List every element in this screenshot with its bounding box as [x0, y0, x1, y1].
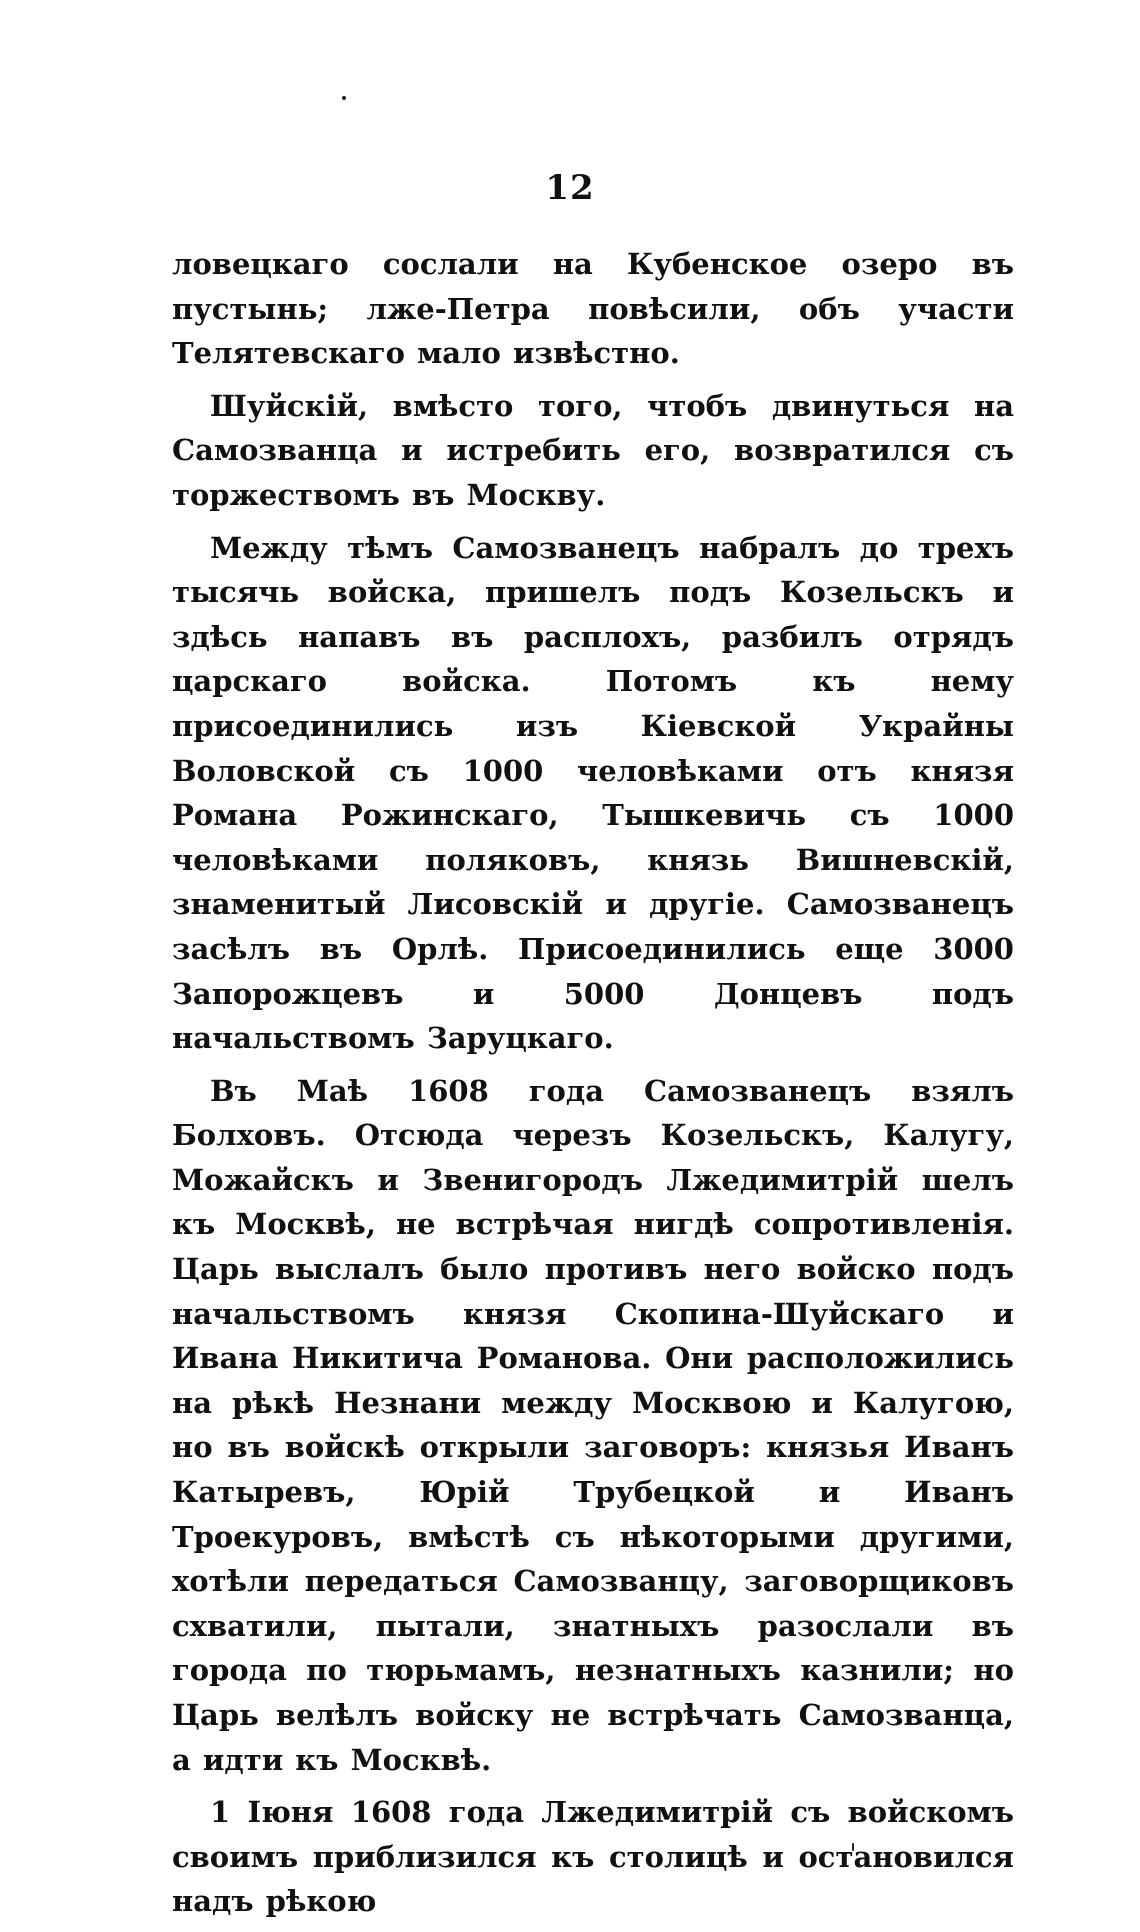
paragraph: Въ Маѣ 1608 года Самозванецъ взялъ Болховъ. Отсюда черезъ Козельскъ, Калугу, Можайскъ и Звенигородъ Лжедимитрій шелъ къ Москвѣ, не встрѣчая нигдѣ сопротивленія. Царь выслалъ было противъ него войско подъ начальствомъ князя Скопина-Шуйскаго и Ивана Никитича Романова. Они расположились на рѣкѣ Незнани между Москвою и Калугою, но въ войскѣ открыли заговоръ: князья Иванъ Катыревъ, Юрій Трубецкой и Иванъ Троекуровъ, вмѣстѣ съ нѣкоторыми другими, хотѣли передаться Самозванцу, заговорщиковъ схватили, пытали, знатныхъ разослали въ города по тюрьмамъ, незнатныхъ казнили; но Царь велѣлъ войску не встрѣчать Самозванца, а идти къ Москвѣ.: [172, 1073, 1014, 1777]
print-speck: [342, 96, 346, 100]
paragraph: ловецкаго сослали на Кубенское озеро въ пустынь; лже-Петра повѣсили, объ участи Телятевскаго мало извѣстно.: [172, 247, 1014, 371]
page-number: 12: [545, 168, 595, 208]
paragraph: 1 Іюня 1608 года Лжедимитрій съ войскомъ своимъ приблизился къ столицѣ и остановился надъ рѣкою: [172, 1795, 1014, 1919]
paragraph: Между тѣмъ Самозванецъ набралъ до трехъ тысячь войска, пришелъ подъ Козельскъ и здѣсь напавъ въ расплохъ, разбилъ отрядъ царскаго войска. Потомъ къ нему присоединились изъ Кіевской Украйны Воловской съ 1000 человѣками отъ князя Романа Рожинскаго, Тышкевичь съ 1000 человѣками поляковъ, князь Вишневскій, знаменитый Лисовскій и другіе. Самозванецъ засѣлъ въ Орлѣ. Присоединились еще 3000 Запорожцевъ и 5000 Донцевъ подъ начальствомъ Заруцкаго.: [172, 530, 1014, 1056]
body-text: [172, 242, 1014, 1932]
paragraph: Шуйскій, вмѣсто того, чтобъ двинуться на Самозванца и истребить его, возвратился съ торжествомъ въ Москву.: [172, 388, 1014, 512]
